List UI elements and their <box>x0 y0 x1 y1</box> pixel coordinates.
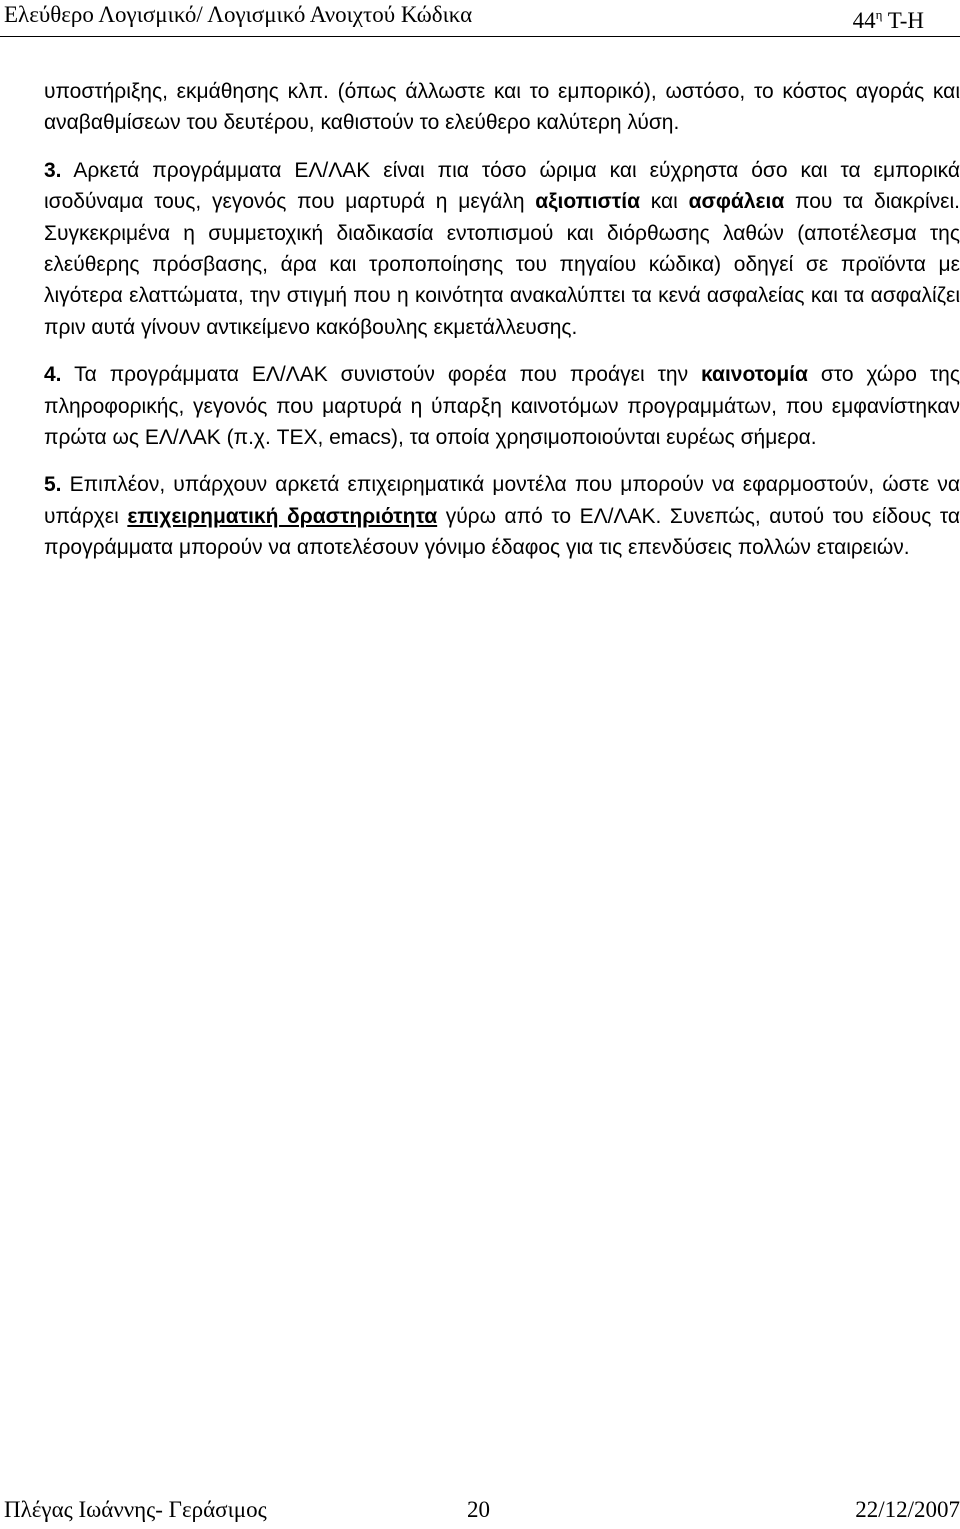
point-3-text-3: που τα διακρίνει. Συγκεκριμένα η συμμετοχική διαδικασία εντοπισμού και διόρθωσης λαθών (αποτέλεσμα της ελεύθερης πρόσβασης, άρα και τροποποίησης του πηγαίου κώδικα) οδηγεί σε προϊόντα με λιγότερα ελαττώματα, την στιγμή που η κοινότητα ανακαλύπτει τα κενά ασφαλείας και τα ασφαλίζει πριν αυτά γίνουν αντικείμενο κακόβουλης εκμετάλλευσης. <box>44 190 960 339</box>
author-name: Πλέγας Ιωάννης- Γεράσιμος <box>4 1497 267 1522</box>
point-3-bold-security: ασφάλεια <box>688 190 785 214</box>
page-footer <box>0 1496 960 1529</box>
point-4-text-1: Τα προγράμματα ΕΛ/ΛΑΚ συνιστούν φορέα που προάγει την <box>61 363 702 387</box>
point-3-text-2: και <box>640 190 689 214</box>
point-5-text-1: Επιπλέον, υπάρχουν αρκετά επιχειρηματικά μοντέλα που μπορούν να εφαρμοστούν, ώστε να υπάρχει <box>44 473 960 528</box>
point-5-number: 5. <box>44 473 62 497</box>
page-body <box>44 76 960 580</box>
point-4-paragraph <box>44 359 960 453</box>
point-3-text-1: Αρκετά προγράμματα ΕΛ/ΛΑΚ είναι πια τόσο ώριμα και εύχρηστα όσο και τα εμπορικά ισοδύναμα τους, γεγονός που μαρτυρά η μεγάλη <box>44 158 960 214</box>
point-5-paragraph <box>44 469 960 563</box>
point-5-bold-business-activity: επιχειρηματική δραστηριότητα <box>127 504 438 528</box>
conference-number: 44 <box>852 8 876 33</box>
document-date: 22/12/2007 <box>855 1497 960 1522</box>
point-5-text-2: γύρω από το ΕΛ/ΛΑΚ. Συνεπώς, αυτού του είδους τα προγράμματα μπορούν να αποτελέσουν γόνιμο έδαφος για τις επενδύσεις πολλών εταιρειών. <box>44 504 960 560</box>
conference-ordinal: η <box>875 7 883 22</box>
point-4-number: 4. <box>44 363 62 387</box>
page-number: 20 <box>467 1497 490 1522</box>
point-3-number: 3. <box>44 158 62 182</box>
point-3-bold-reliability: αξιοπιστία <box>535 190 641 214</box>
point-3-paragraph <box>44 155 960 343</box>
point-4-bold-innovation: καινοτομία <box>701 363 808 387</box>
conference-suffix: Τ-Η <box>882 8 924 33</box>
page-header <box>0 0 960 37</box>
point-4-text-2: στο χώρο της πληροφορικής, γεγονός που μαρτυρά η ύπαρξη καινοτόμων προγραμμάτων, που εμφανίστηκαν πρώτα ως ΕΛ/ΛΑΚ (π.χ. TEX, emacs), τα οποία χρησιμοποιούνται ευρέως σήμερα. <box>44 363 960 450</box>
intro-paragraph: υποστήριξης, εκμάθησης κλπ. (όπως άλλωστε και το εμπορικό), ωστόσο, το κόστος αγοράς και αναβαθμίσεων του δευτέρου, καθιστούν το ελεύθερο καλύτερη λύση. <box>44 80 960 135</box>
document-title: Ελεύθερο Λογισμικό/ Λογισμικό Ανοιχτού Κώδικα <box>4 2 473 27</box>
conference-label <box>853 0 924 36</box>
